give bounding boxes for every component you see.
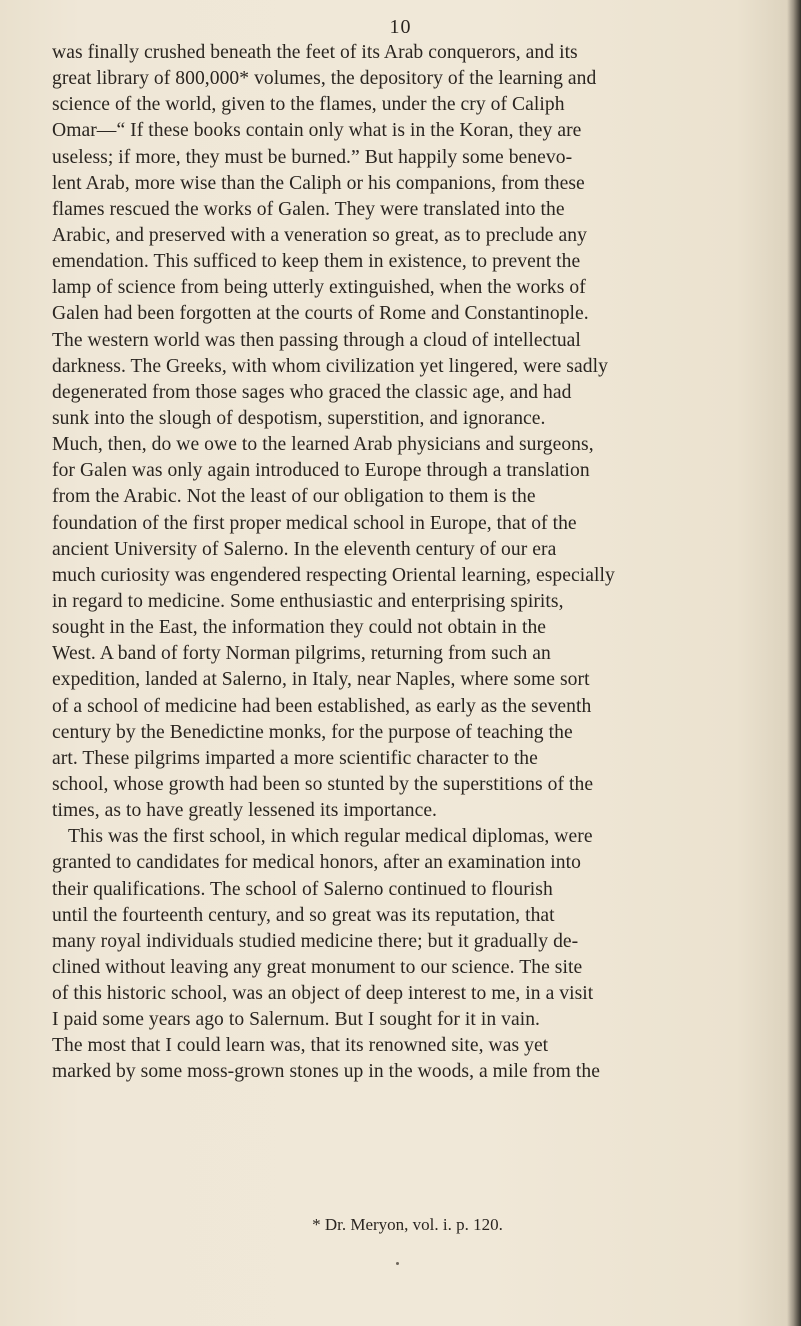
text-line: much curiosity was engendered respecting Oriental learning, especially <box>52 564 615 586</box>
text-line: Omar—“ If these books contain only what is in the Koran, they are <box>52 120 582 142</box>
text-line: Galen had been forgotten at the courts of Rome and Constantinople. <box>52 303 589 325</box>
text-line: Arabic, and preserved with a veneration so great, as to preclude any <box>52 224 587 246</box>
text-line: school, whose growth had been so stunted by the superstitions of the <box>52 773 594 795</box>
text-line: art. These pilgrims imparted a more scientific character to the <box>52 747 538 769</box>
text-line: great library of 800,000* volumes, the depository of the learning and <box>52 68 597 90</box>
text-line: of a school of medicine had been established, as early as the seventh <box>52 695 592 717</box>
body-text <box>52 40 800 1086</box>
text-line: science of the world, given to the flames, under the cry of Caliph <box>52 94 565 116</box>
text-line: their qualifications. The school of Salerno continued to flourish <box>52 878 553 900</box>
text-line: I paid some years ago to Salernum. But I sought for it in vain. <box>52 1009 541 1031</box>
text-line: of this historic school, was an object of deep interest to me, in a visit <box>52 983 594 1005</box>
text-line: Much, then, do we owe to the learned Arab physicians and surgeons, <box>52 434 594 456</box>
text-line: times, as to have greatly lessened its importance. <box>52 800 438 822</box>
text-line: expedition, landed at Salerno, in Italy, near Naples, where some sort <box>52 669 590 691</box>
text-line: from the Arabic. Not the least of our obligation to them is the <box>52 486 536 508</box>
text-line: foundation of the first proper medical school in Europe, that of the <box>52 512 577 534</box>
text-line: sunk into the slough of despotism, superstition, and ignorance. <box>52 407 546 429</box>
ink-speck <box>396 1262 399 1265</box>
text-line: ancient University of Salerno. In the eleventh century of our era <box>52 538 557 560</box>
text-line: was finally crushed beneath the feet of its Arab conquerors, and its <box>52 42 578 63</box>
text-line: in regard to medicine. Some enthusiastic and enterprising spirits, <box>52 590 564 612</box>
text-line: sought in the East, the information they could not obtain in the <box>52 617 547 639</box>
footnote: * Dr. Meryon, vol. i. p. 120. <box>312 1215 503 1234</box>
text-line: useless; if more, they must be burned.” But happily some benevo- <box>52 146 573 168</box>
text-line: emendation. This sufficed to keep them in existence, to prevent the <box>52 251 581 273</box>
text-line: This was the first school, in which regular medical diplomas, were <box>68 826 593 848</box>
text-line: many royal individuals studied medicine there; but it gradually de- <box>52 930 579 952</box>
text-line: lent Arab, more wise than the Caliph or his companions, from these <box>52 172 585 194</box>
text-line: The most that I could learn was, that its renowned site, was yet <box>52 1035 549 1057</box>
text-line: degenerated from those sages who graced the classic age, and had <box>52 381 572 403</box>
text-line: flames rescued the works of Galen. They were translated into the <box>52 198 565 220</box>
text-line: century by the Benedictine monks, for the purpose of teaching the <box>52 721 573 743</box>
text-line: West. A band of forty Norman pilgrims, returning from such an <box>52 643 551 665</box>
text-line: lamp of science from being utterly extinguished, when the works of <box>52 277 586 299</box>
text-line: granted to candidates for medical honors, after an examination into <box>52 852 581 874</box>
page-number: 10 <box>389 16 412 38</box>
text-line: clined without leaving any great monument to our science. The site <box>52 956 583 978</box>
text-line: marked by some moss-grown stones up in the woods, a mile from the <box>52 1061 600 1083</box>
text-line: The western world was then passing through a cloud of intellectual <box>52 329 581 351</box>
text-line: for Galen was only again introduced to Europe through a translation <box>52 460 590 482</box>
text-line: until the fourteenth century, and so great was its reputation, that <box>52 904 555 926</box>
text-line: darkness. The Greeks, with whom civilization yet lingered, were sadly <box>52 355 608 377</box>
